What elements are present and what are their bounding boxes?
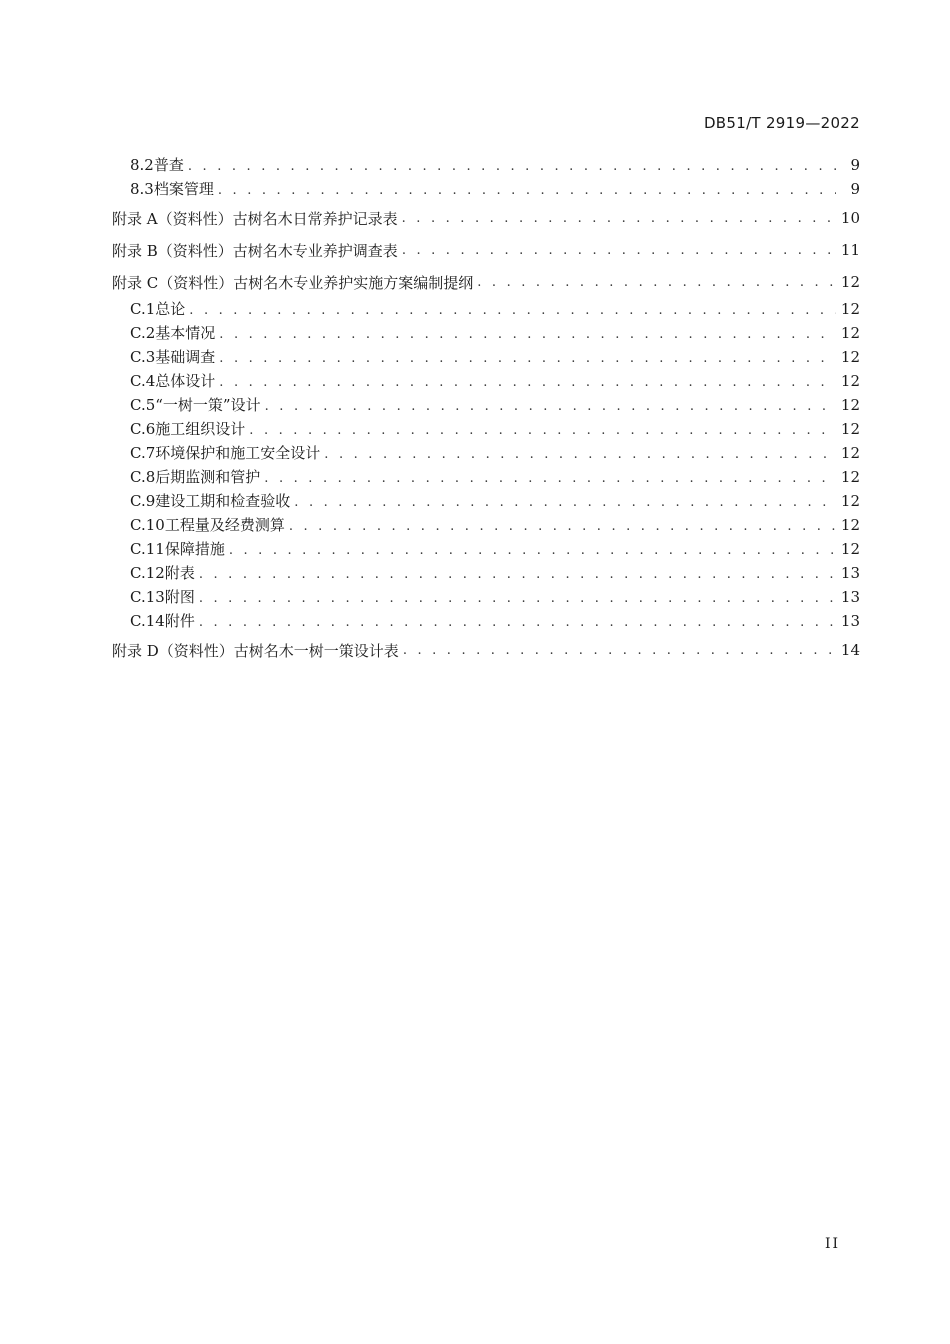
toc-entry-page: 12 — [840, 444, 860, 462]
toc-entry-number: 附录 B（资料性） — [112, 241, 233, 260]
toc-entry-page: 12 — [840, 324, 860, 342]
toc-entry[interactable] — [112, 586, 860, 610]
toc-appendix-entry[interactable] — [112, 266, 860, 298]
dot-leader — [265, 399, 836, 414]
toc-entry[interactable] — [112, 418, 860, 442]
toc-entry-page: 12 — [840, 420, 860, 438]
toc-entry-number: C.5 — [130, 396, 156, 414]
toc-entry-number: C.14 — [130, 612, 165, 630]
document-code: DB51/T 2919—2022 — [703, 114, 860, 132]
toc-entry-page: 12 — [840, 492, 860, 510]
toc-entry-title: 古树名木日常养护记录表 — [232, 209, 398, 228]
toc-entry[interactable] — [112, 610, 860, 634]
toc-entry[interactable] — [112, 178, 860, 202]
toc-entry-title: 后期监测和管护 — [155, 468, 261, 486]
toc-entry-number: C.9 — [130, 492, 156, 510]
toc-entry-number: C.11 — [130, 540, 165, 558]
toc-entry-number: C.3 — [130, 348, 156, 366]
toc-entry-number: C.8 — [130, 468, 156, 486]
toc-entry-title: 总体设计 — [155, 372, 216, 390]
toc-entry-title: 附件 — [164, 612, 195, 630]
toc-entry[interactable] — [112, 394, 860, 418]
toc-entry-title: 古树名木专业养护调查表 — [232, 241, 398, 260]
toc-entry-page: 12 — [840, 273, 860, 291]
toc-entry[interactable] — [112, 562, 860, 586]
toc-entry-title: 建设工期和检查验收 — [155, 492, 291, 510]
dot-leader — [264, 471, 836, 486]
toc-entry-page: 9 — [850, 156, 860, 174]
dot-leader — [188, 159, 836, 174]
toc-entry-title: 总论 — [155, 300, 186, 318]
toc-entry-page: 14 — [840, 641, 860, 659]
toc-entry[interactable] — [112, 322, 860, 346]
toc-entry-number: C.10 — [130, 516, 165, 534]
dot-leader — [289, 519, 836, 534]
toc-entry[interactable] — [112, 298, 860, 322]
toc-entry-title: 古树名木专业养护实施方案编制提纲 — [233, 273, 474, 292]
toc-entry-page: 11 — [840, 241, 860, 259]
dot-leader — [229, 543, 836, 558]
toc-entry[interactable] — [112, 370, 860, 394]
toc-entry-page: 12 — [840, 396, 860, 414]
toc-entry-page: 12 — [840, 468, 860, 486]
toc-entry-number: C.4 — [130, 372, 156, 390]
toc-entry[interactable] — [112, 490, 860, 514]
toc-entry-number: C.12 — [130, 564, 165, 582]
dot-leader — [199, 567, 836, 582]
dot-leader — [477, 275, 836, 290]
dot-leader — [403, 643, 836, 658]
dot-leader — [402, 243, 836, 258]
dot-leader — [294, 495, 836, 510]
toc-entry-title: 普查 — [153, 156, 184, 174]
dot-leader — [199, 615, 836, 630]
toc-entry-number: 8.2 — [130, 156, 154, 174]
toc-entry-title: 保障措施 — [164, 540, 225, 558]
table-of-contents — [112, 154, 860, 666]
toc-entry[interactable] — [112, 442, 860, 466]
toc-entry-page: 12 — [840, 516, 860, 534]
toc-entry-page: 12 — [840, 300, 860, 318]
dot-leader — [219, 375, 836, 390]
dot-leader — [199, 591, 836, 606]
toc-entry-title: “一树一策”设计 — [155, 396, 261, 414]
dot-leader — [218, 183, 836, 198]
toc-entry-title: 环境保护和施工安全设计 — [155, 444, 321, 462]
toc-appendix-entry[interactable] — [112, 634, 860, 666]
toc-entry[interactable] — [112, 538, 860, 562]
toc-entry[interactable] — [112, 346, 860, 370]
toc-entry-page: 12 — [840, 540, 860, 558]
toc-entry-title: 附表 — [164, 564, 195, 582]
toc-entry-title: 档案管理 — [153, 180, 214, 198]
toc-entry-title: 施工组织设计 — [155, 420, 246, 438]
toc-entry-title: 基础调查 — [155, 348, 216, 366]
toc-entry-page: 12 — [840, 348, 860, 366]
toc-entry-page: 12 — [840, 372, 860, 390]
toc-entry-number: C.6 — [130, 420, 156, 438]
toc-entry-number: 附录 D（资料性） — [112, 641, 234, 660]
dot-leader — [219, 351, 836, 366]
toc-entry-number: C.1 — [130, 300, 156, 318]
toc-entry-number: C.7 — [130, 444, 156, 462]
dot-leader — [324, 447, 836, 462]
dot-leader — [402, 211, 836, 226]
dot-leader — [249, 423, 836, 438]
toc-entry-number: C.2 — [130, 324, 156, 342]
toc-entry[interactable] — [112, 154, 860, 178]
toc-entry-number: 8.3 — [130, 180, 154, 198]
dot-leader — [219, 327, 836, 342]
toc-appendix-entry[interactable] — [112, 234, 860, 266]
toc-entry-title: 附图 — [164, 588, 195, 606]
toc-entry-number: 附录 A（资料性） — [112, 209, 233, 228]
toc-entry[interactable] — [112, 466, 860, 490]
toc-entry-title: 古树名木一树一策设计表 — [233, 641, 399, 660]
toc-entry[interactable] — [112, 514, 860, 538]
toc-entry-page: 9 — [850, 180, 860, 198]
dot-leader — [189, 303, 836, 318]
toc-entry-title: 工程量及经费测算 — [164, 516, 285, 534]
page-number: II — [824, 1236, 840, 1252]
toc-entry-page: 13 — [840, 612, 860, 630]
toc-entry-number: 附录 C（资料性） — [112, 273, 234, 292]
toc-entry-page: 10 — [840, 209, 860, 227]
toc-entry-number: C.13 — [130, 588, 165, 606]
toc-entry-page: 13 — [840, 564, 860, 582]
toc-entry-title: 基本情况 — [155, 324, 216, 342]
toc-appendix-entry[interactable] — [112, 202, 860, 234]
toc-entry-page: 13 — [840, 588, 860, 606]
